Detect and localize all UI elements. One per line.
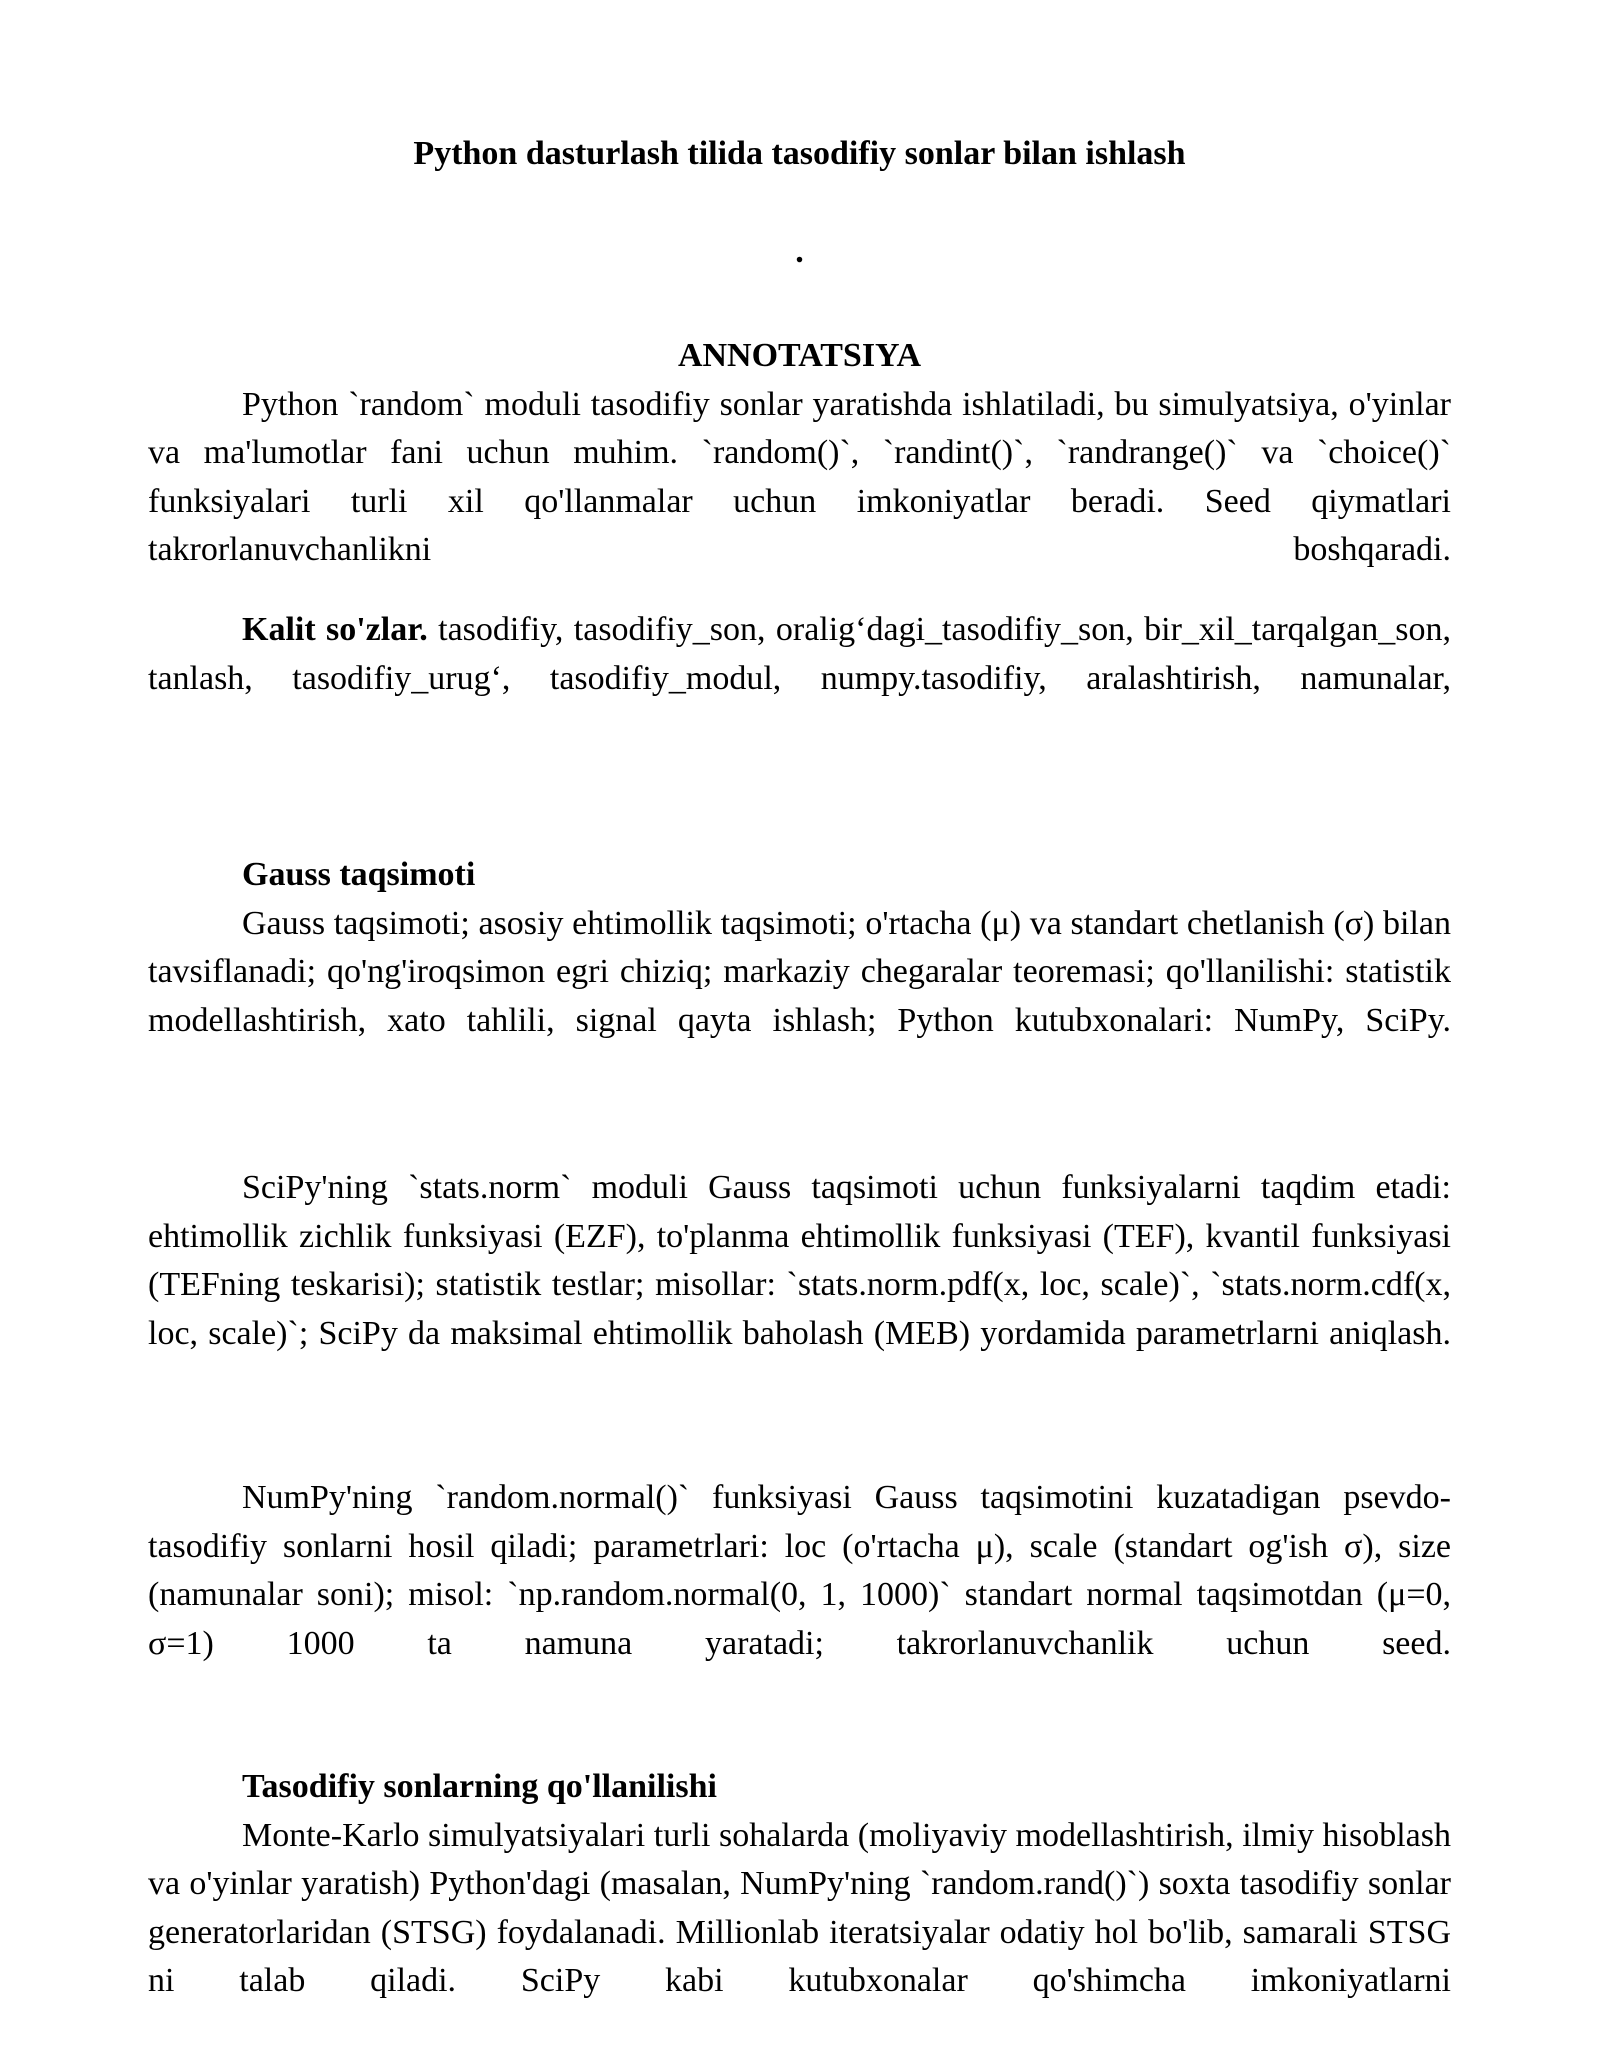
- gauss-paragraph-1: Gauss taqsimoti; asosiy ehtimollik taqsimoti; o'rtacha (μ) va standart chetlanish (σ) bilan tavsiflanadi; qo'ng'iroqsimon egri chiziq; markaziy chegaralar teoremasi; qo'llanilishi: statistik modellashtirish, xato tahlili, signal qayta ishlash; Python kutubxonalari: NumPy, SciPy.: [148, 904, 1451, 1039]
- applications-section: [148, 1763, 1451, 2006]
- annotation-heading: ANNOTATSIYA: [677, 337, 922, 374]
- keywords-text: tasodifiy, tasodifiy_son, oralig‘dagi_tasodifiy_son, bir_xil_tarqalgan_son, tanlash, tasodifiy_urug‘, tasodifiy_modul, numpy.tasodifiy, aralashtirish, namunalar,: [148, 611, 1452, 697]
- applications-heading: Tasodifiy sonlarning qo'llanilishi: [242, 1768, 717, 1805]
- keywords-label: Kalit so'zlar.: [242, 611, 428, 648]
- gauss-heading: Gauss taqsimoti: [242, 856, 476, 893]
- annotation-paragraph: Python `random` moduli tasodifiy sonlar yaratishda ishlatiladi, bu simulyatsiya, o'yinlar va ma'lumotlar fani uchun muhim. `random()`, `randint()`, `randrange()` va `choice()` funksiyalari turli xil qo'llanmalar uchun imkoniyatlar beradi. Seed qiymatlari takrorlanuvchanlikni boshqaradi.: [148, 385, 1451, 568]
- gauss-numpy-section: [148, 1474, 1451, 1668]
- document-title: Python dasturlash tilida tasodifiy sonlar bilan ishlash: [413, 135, 1186, 172]
- keywords-section: [148, 606, 1451, 703]
- title-separator-dot: .: [795, 233, 804, 270]
- gauss-paragraph-2: SciPy'ning `stats.norm` moduli Gauss taqsimoti uchun funksiyalarni taqdim etadi: ehtimollik zichlik funksiyasi (EZF), to'planma ehtimollik funksiyasi (TEF), kvantil funksiyasi (TEFning teskarisi); statistik testlar; misollar: `stats.norm.pdf(x, loc, scale)`, `stats.norm.cdf(x, loc, scale)`; SciPy da maksimal ehtimollik baholash (MEB) yordamida parametrlarni aniqlash.: [148, 1169, 1451, 1352]
- annotation-section: [148, 332, 1451, 575]
- applications-paragraph-1: Monte-Karlo simulyatsiyalari turli sohalarda (moliyaviy modellashtirish, ilmiy hisoblash va o'yinlar yaratish) Python'dagi (masalan, NumPy'ning `random.rand()`) soxta tasodifiy sonlar generatorlaridan (STSG) foydalanadi. Millionlab iteratsiyalar odatiy hol bo'lib, samarali STSG ni talab qiladi. SciPy kabi kutubxonalar qo'shimcha imkoniyatlarni: [148, 1816, 1451, 1999]
- gauss-section: [148, 851, 1451, 1045]
- gauss-scipy-section: [148, 1164, 1451, 1358]
- gauss-paragraph-3: NumPy'ning `random.normal()` funksiyasi Gauss taqsimotini kuzatadigan psevdo-tasodifiy sonlarni hosil qiladi; parametrlari: loc (o'rtacha μ), scale (standart og'ish σ), size (namunalar soni); misol: `np.random.normal(0, 1, 1000)` standart normal taqsimotdan (μ=0, σ=1) 1000 ta namuna yaratadi; takrorlanuvchanlik uchun seed.: [148, 1479, 1451, 1662]
- keywords-paragraph: [148, 606, 1451, 703]
